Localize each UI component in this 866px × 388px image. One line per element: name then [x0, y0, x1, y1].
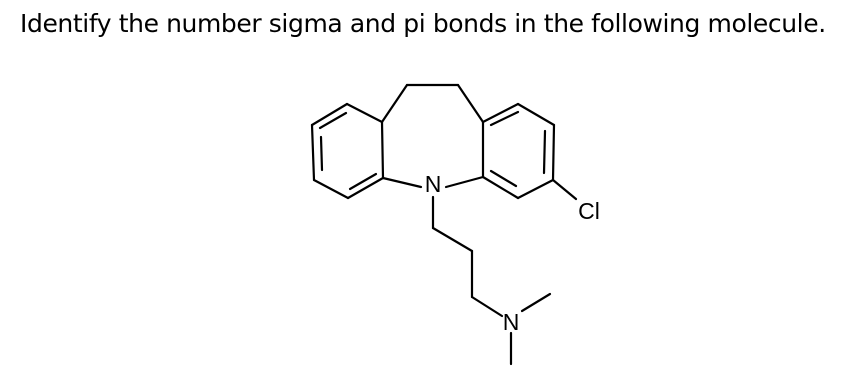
chlorine-label: Cl — [578, 198, 600, 224]
amine-nitrogen-label: N — [502, 309, 520, 335]
ring-nitrogen-label: N — [424, 171, 442, 197]
left-benzene-ring — [312, 104, 383, 198]
propyl-chain — [433, 228, 502, 316]
right-benzene-ring — [483, 104, 554, 198]
ethylene-bridge — [382, 85, 483, 122]
question-text: Identify the number sigma and pi bonds in the following molecule. — [20, 9, 826, 38]
chlorine-bond — [553, 180, 576, 199]
